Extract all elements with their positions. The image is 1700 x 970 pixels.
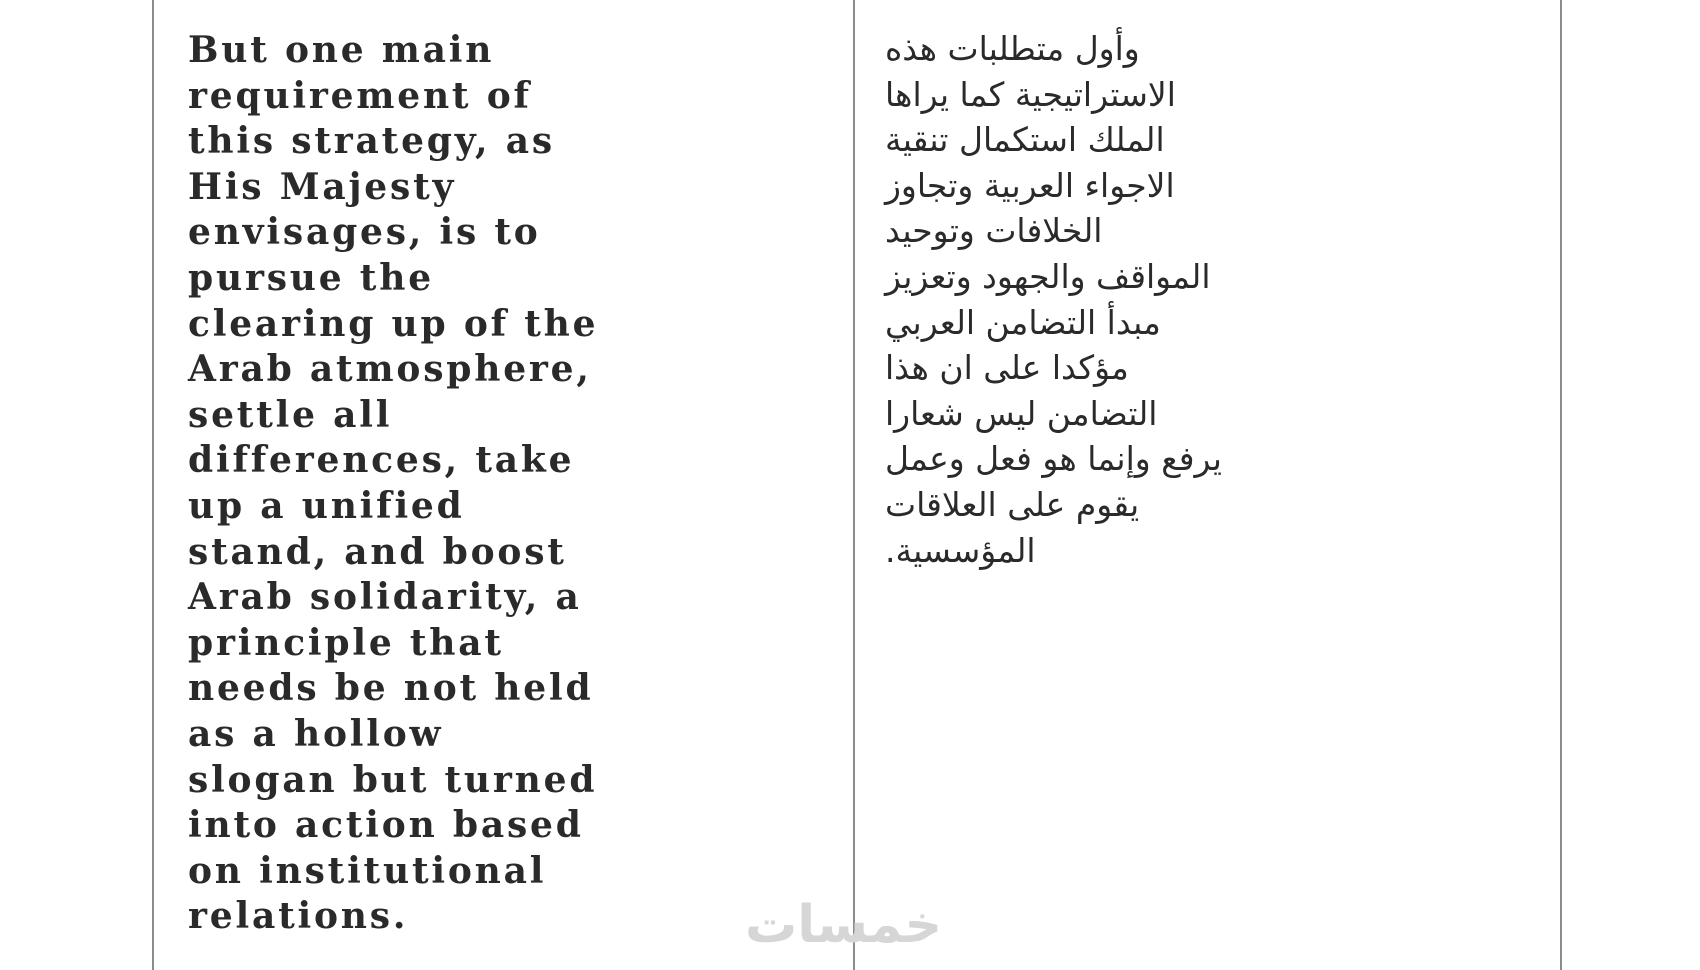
english-text-line: pursue the [188, 256, 434, 299]
arabic-text-line: مبدأ التضامن العربي [885, 302, 1161, 342]
arabic-text-column [885, 26, 1525, 573]
english-text-line: as a hollow [188, 712, 444, 755]
arabic-text-line: يرفع وإنما هو فعل وعمل [885, 439, 1222, 479]
arabic-text-line: المؤسسية. [885, 530, 1036, 570]
right-border-line [1560, 0, 1562, 970]
arabic-text-line: مؤكدا على ان هذا [885, 348, 1129, 388]
english-text-line: up a unified [188, 484, 465, 527]
arabic-text-line: الخلافات وتوحيد [885, 211, 1103, 251]
arabic-text-line: يقوم على العلاقات [885, 484, 1140, 524]
english-text-line: clearing up of the [188, 302, 599, 345]
arabic-text-line: الملك استكمال تنقية [885, 120, 1165, 160]
english-text-line: relations. [188, 895, 409, 938]
watermark-logo: خمسات [745, 895, 943, 955]
english-text-line: on institutional [188, 849, 547, 892]
english-text-line: into action based [188, 804, 584, 847]
english-text-line: His Majesty [188, 165, 457, 208]
english-text-line: slogan but turned [188, 758, 598, 801]
english-text-line: settle all [188, 393, 393, 436]
arabic-text-line: التضامن ليس شعارا [885, 393, 1158, 433]
english-text-line: stand, and boost [188, 530, 567, 573]
english-text-line: needs be not held [188, 667, 594, 710]
arabic-text-line: المواقف والجهود وتعزيز [885, 256, 1211, 296]
english-text-line: this strategy, as [188, 120, 555, 163]
english-text-column [188, 28, 828, 940]
english-text-line: But one main [188, 29, 495, 71]
center-divider-line [853, 0, 855, 970]
english-text-line: Arab atmosphere, [188, 348, 592, 391]
english-text-line: envisages, is to [188, 211, 541, 254]
left-border-line [152, 0, 154, 970]
arabic-text-line: الاجواء العربية وتجاوز [885, 165, 1175, 205]
english-text-line: principle that [188, 621, 504, 664]
arabic-text-line: وأول متطلبات هذه [885, 29, 1140, 68]
english-text-line: requirement of [188, 74, 532, 117]
english-text-line: Arab solidarity, a [188, 576, 582, 619]
english-text-line: differences, take [188, 439, 575, 482]
arabic-text-line: الاستراتيجية كما يراها [885, 74, 1176, 114]
